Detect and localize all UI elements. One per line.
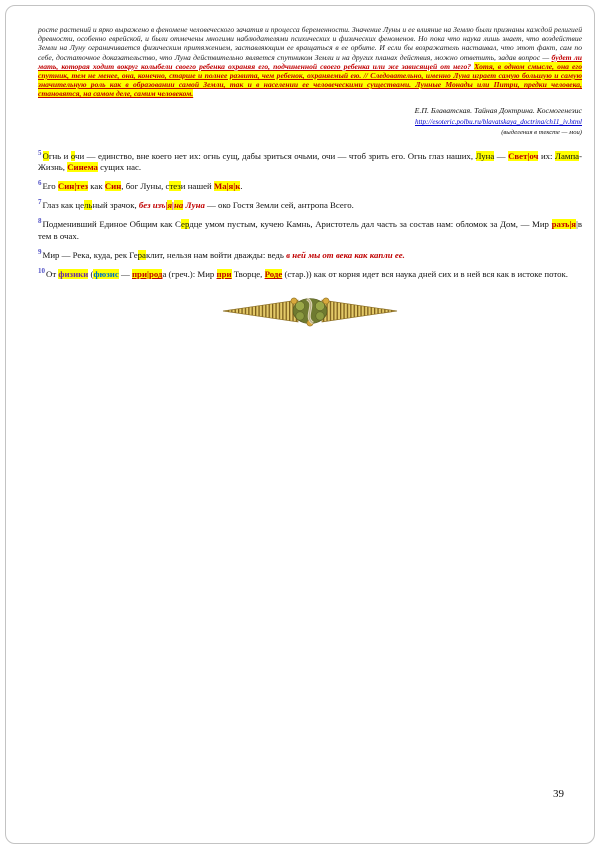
text-segment: ра xyxy=(137,250,146,261)
text-segment: на xyxy=(173,200,184,211)
text-segment: как xyxy=(88,181,105,192)
text-segment: сущих нас. xyxy=(97,162,142,173)
paragraph-7 xyxy=(38,198,582,212)
source-link-line xyxy=(38,116,582,128)
text-segment: Мир — Река, куда, рек Ге xyxy=(42,250,138,261)
footnote-number-9: 9 xyxy=(38,248,42,257)
text-segment: физики xyxy=(58,269,89,280)
text-segment: росте растений и ярко выражено в феномене человеческого зачатия и процесса беременности. Значение Луны и ее влияние на Землю были признаны каждой религией древности, особенно еврейской, и были отмечены многими наблюдателями психических и физических феноменов. Но пока что наука лишь знает, что воздействие Земли на Луну ограничивается физическим притяжением, заставляющим ее вращаться в ее орбите. И если бы возражатель настаивал, что этот факт, сам по себе, достаточное доказательство, что Луна действительно является спутником Земли и на других планах действия, можно ответить, задав вопрос — xyxy=(38,25,582,62)
footnote-number-6: 6 xyxy=(38,179,42,188)
text-segment: Его xyxy=(42,181,58,192)
paragraph-5 xyxy=(38,149,582,174)
text-segment: при xyxy=(216,269,232,280)
text-segment: |в тем в очах. xyxy=(38,219,582,241)
attribution-block xyxy=(38,105,582,138)
text-segment: Лампа xyxy=(555,150,580,161)
gold-leaf-divider-icon xyxy=(221,294,399,328)
text-segment: их: xyxy=(538,150,555,161)
text-segment: разъ|я xyxy=(551,219,577,230)
text-segment: — око Гостя Земли сей, антропа Всего. xyxy=(204,200,354,211)
text-segment: Свет|оч xyxy=(508,150,539,161)
paragraph-7-text xyxy=(43,200,354,210)
text-segment: будет ли мать, которая ходит вокруг колыбели своего ребенка охраняя его, подчиненной своего ребенка или же зависящей от него? xyxy=(38,52,582,71)
text-segment: дце умом пустым, кучею Камнь, Аристотель дал часть за состав нам: обломок за Дом, — Мир xyxy=(189,219,552,230)
text-segment: Роде xyxy=(264,269,283,280)
attribution-note: (выделения в тексте — мои) xyxy=(501,128,582,136)
text-segment: Луна xyxy=(183,200,205,211)
footnote-number-7: 7 xyxy=(38,198,42,207)
page-number: 39 xyxy=(553,788,564,800)
text-segment: -Жизнь, xyxy=(38,150,582,173)
text-segment: Творце, xyxy=(231,269,265,280)
text-segment: Ма|я|к xyxy=(213,181,241,192)
text-segment: в ней мы от века как капли ее. xyxy=(286,250,405,261)
text-segment: гнь и xyxy=(48,150,71,161)
paragraph-9 xyxy=(38,248,582,262)
text-segment: фюзис xyxy=(93,269,119,280)
text-segment: | xyxy=(172,200,174,211)
paragraph-8 xyxy=(38,217,582,242)
text-segment: клит, нельзя нам войти дважды: ведь xyxy=(145,250,287,261)
text-segment: а (греч.): Мир xyxy=(162,269,217,280)
text-segment: без изъ| xyxy=(138,200,168,211)
text-segment: Глаз как це xyxy=(42,200,85,211)
footnote-number-10: 10 xyxy=(38,267,45,276)
text-segment: Хотя, в одном смысле, она его спутник, тем не менее, она, конечно, старше и полнее развита, чем ребенок, охраняемый ею. // Следовательно, именно Луна играет самую большую и самую значительную роль как в образовании самой Земли, так и в населении ее человеческими существами. Лунные Монады или Питри, предки человека, становятся, на самом деле, самим человеком. xyxy=(38,61,583,99)
ornament-divider xyxy=(38,294,582,333)
footnote-number-8: 8 xyxy=(38,217,42,226)
text-segment: , бог Луны, с xyxy=(121,181,170,192)
text-segment: — xyxy=(494,150,509,161)
text-segment: От xyxy=(46,269,59,280)
attribution-text: Е.П. Блаватская. Тайная Доктрина. Космогенезис xyxy=(414,105,582,115)
text-segment: я xyxy=(167,200,173,211)
text-segment: и нашей xyxy=(180,181,214,192)
text-segment: при|род xyxy=(131,269,163,280)
text-segment: О xyxy=(42,150,49,161)
text-segment: чи — единство, вне коего нет их: огнь сущ, дабы зриться очьми, очи — чтоб зрить его. Огнь глаз наших, xyxy=(75,150,476,161)
text-segment: — xyxy=(118,269,132,280)
text-segment: Синема xyxy=(67,162,98,173)
paragraph-5-text xyxy=(38,148,582,173)
paragraph-10-text xyxy=(46,269,568,279)
paragraph-6 xyxy=(38,179,582,193)
text-segment: ( xyxy=(88,269,94,280)
text-segment: . xyxy=(240,181,243,192)
text-segment: ль xyxy=(84,200,93,211)
text-segment: ный зрачок, xyxy=(92,200,139,211)
paragraph-9-text xyxy=(43,250,405,260)
source-link[interactable]: http://esoteric.polbu.ru/blavatskaya_doctrina/ch11_iv.html xyxy=(414,118,582,127)
text-segment: тез xyxy=(169,181,181,192)
text-segment: Луна xyxy=(475,150,495,161)
quote-paragraph xyxy=(38,25,582,99)
document-content xyxy=(38,25,582,333)
footnote-number-5: 5 xyxy=(38,148,42,157)
text-segment: о xyxy=(70,150,76,161)
text-segment: Син xyxy=(104,181,122,192)
text-segment: Подменивший Единое Общим как С xyxy=(42,219,182,230)
paragraph-6-text xyxy=(43,181,243,191)
text-segment: Син|тез xyxy=(57,181,89,192)
paragraph-10 xyxy=(38,267,582,281)
paragraph-8-text xyxy=(38,219,582,241)
text-segment: ер xyxy=(181,219,190,230)
text-segment: (стар.)) как от корня идет вся наука дней сих и в ней вся как в истоке поток. xyxy=(282,269,569,280)
